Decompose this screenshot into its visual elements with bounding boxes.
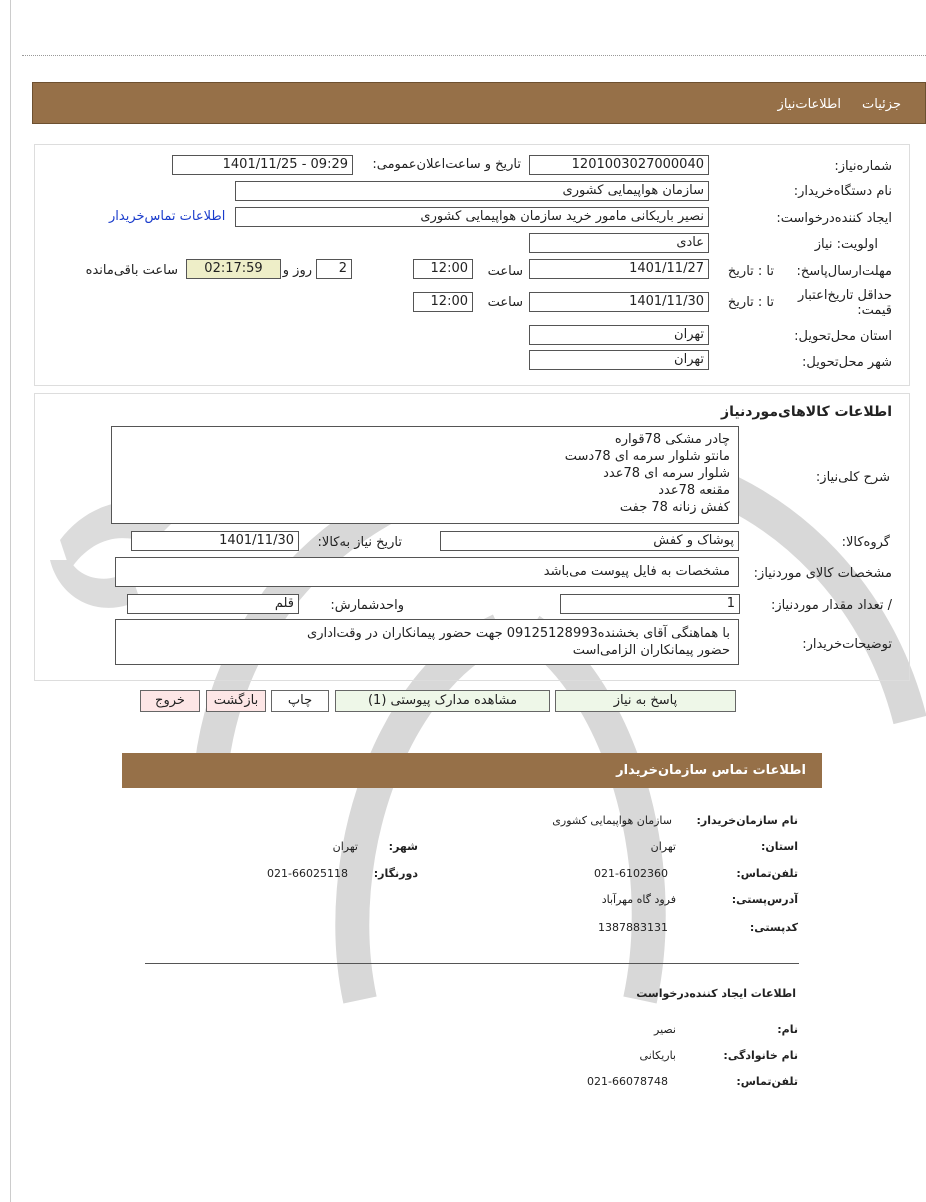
deadline-time-field: 12:00 xyxy=(413,259,473,279)
desc-line: شلوار سرمه ای 78عدد xyxy=(603,466,730,481)
delivery-province-label: استان محل‌تحویل: xyxy=(794,329,892,344)
validity-to-date-label: تا : تاریخ xyxy=(727,295,774,310)
need-number-label: شماره‌نیاز: xyxy=(834,159,892,174)
exit-button[interactable]: خروج xyxy=(140,690,200,712)
buyer-org-label: نام دستگاه‌خریدار: xyxy=(793,184,892,199)
remaining-label: ساعت باقی‌مانده xyxy=(85,263,178,278)
need-number-field: 1201003027000040 xyxy=(529,155,709,175)
desc-line: مانتو شلوار سرمه ای 78دست xyxy=(564,449,730,464)
requester-family-value: باریکانی xyxy=(639,1049,676,1062)
general-desc-field xyxy=(111,426,739,524)
creator-field: نصیر باریکانی مامور خرید سازمان هواپیمایی کشوری xyxy=(235,207,709,227)
delivery-province-field: تهران xyxy=(529,325,709,345)
unit-field: قلم xyxy=(127,594,299,614)
goods-group-field: پوشاک و کفش xyxy=(440,531,739,551)
contact-org-value: سازمان هواپیمایی کشوری xyxy=(552,814,672,827)
remaining-days-field: 2 xyxy=(316,259,352,279)
buyer-notes-field xyxy=(115,619,739,665)
requester-phone-value: 021-66078748 xyxy=(587,1075,668,1088)
contact-fax-value: 021-66025118 xyxy=(267,867,348,880)
days-label: روز و xyxy=(282,263,312,278)
contact-city-label: شهر: xyxy=(388,840,418,853)
quantity-label: / تعداد مقدار مورد‌نیاز: xyxy=(770,598,892,613)
buyer-contact-header xyxy=(122,753,822,788)
delivery-city-field: تهران xyxy=(529,350,709,370)
requester-family-label: نام خانوادگی: xyxy=(723,1049,798,1062)
contact-address-label: آدرس‌پستی: xyxy=(731,893,798,906)
top-divider xyxy=(22,55,926,56)
buyer-contact-link[interactable]: اطلاعات تماس‌خریدار xyxy=(109,209,226,224)
buyer-contact-title: اطلاعات تماس سازمان‌خریدار xyxy=(616,763,806,778)
deadline-time-label: ساعت xyxy=(487,264,523,279)
need-date-label: تاریخ نیاز به‌کالا: xyxy=(317,535,402,550)
priority-field: عادی xyxy=(529,233,709,253)
need-date-field: 1401/11/30 xyxy=(131,531,299,551)
contact-phone-value: 021-6102360 xyxy=(594,867,668,880)
contact-city-value: تهران xyxy=(332,840,358,853)
desc-line: چادر مشکی 78قواره xyxy=(614,432,730,447)
reply-button[interactable]: پاسخ به نیاز xyxy=(555,690,736,712)
creator-label: ایجاد کننده‌درخواست: xyxy=(776,211,892,226)
contact-fax-label: دورنگار: xyxy=(373,867,418,880)
details-header-bar xyxy=(32,82,926,124)
unit-label: واحد‌شمارش: xyxy=(330,598,404,613)
desc-line: مقنعه 78عدد xyxy=(658,483,730,498)
contact-province-value: تهران xyxy=(650,840,676,853)
deadline-to-date-label: تا : تاریخ xyxy=(727,264,774,279)
tab-need-info[interactable]: اطلاعات‌نیاز xyxy=(777,97,841,112)
desc-line: کفش زنانه 78 جفت xyxy=(619,500,730,515)
contact-org-label: نام سازمان‌خریدار: xyxy=(696,814,798,827)
validity-time-label: ساعت xyxy=(487,295,523,310)
quantity-field: 1 xyxy=(560,594,740,614)
back-button[interactable]: بازگشت xyxy=(206,690,266,712)
notes-line: حضور پیمانکاران الزامی‌است xyxy=(572,643,730,658)
requester-phone-label: تلفن‌تماس: xyxy=(736,1075,798,1088)
requester-name-value: نصیر xyxy=(654,1023,676,1036)
contact-postal-value: 1387883131 xyxy=(598,921,668,934)
tab-details[interactable]: جزئیات xyxy=(862,97,901,112)
contact-province-label: استان: xyxy=(761,840,798,853)
validity-label: حداقل تاریخ‌اعتبار قیمت: xyxy=(798,288,892,318)
print-button[interactable]: چاپ xyxy=(271,690,329,712)
buyer-notes-label: توضیحات‌خریدار: xyxy=(802,637,892,652)
deadline-label: مهلت‌ارسال‌پاسخ: xyxy=(796,264,892,279)
priority-label: اولویت: نیاز xyxy=(814,237,878,252)
requester-section-title: اطلاعات ایجاد کننده‌درخواست xyxy=(636,987,796,1000)
announce-date-field: 1401/11/25 - 09:29 xyxy=(172,155,353,175)
validity-date-field: 1401/11/30 xyxy=(529,292,709,312)
buyer-org-field: سازمان هواپیمایی کشوری xyxy=(235,181,709,201)
specs-field: مشخصات به فایل پیوست می‌باشد xyxy=(115,557,739,587)
goods-group-label: گروه‌کالا: xyxy=(841,535,890,550)
notes-line: با هماهنگی آقای بخشنده09125128993 جهت حضور پیمانکاران در وقت‌اداری xyxy=(307,626,730,641)
contact-phone-label: تلفن‌تماس: xyxy=(736,867,798,880)
delivery-city-label: شهر محل‌تحویل: xyxy=(802,355,892,370)
contact-divider xyxy=(145,963,799,964)
goods-section-title: اطلاعات کالاهای‌موردنیاز xyxy=(721,404,892,420)
page-left-border xyxy=(10,0,11,1202)
contact-address-value: فرود گاه مهرآباد xyxy=(601,893,676,906)
specs-label: مشخصات کالای مورد‌نیاز: xyxy=(753,566,892,581)
view-attachments-button[interactable]: مشاهده مدارک پیوستی (1) xyxy=(335,690,550,712)
contact-postal-label: کد‌پستی: xyxy=(749,921,798,934)
requester-name-label: نام: xyxy=(777,1023,798,1036)
validity-time-field: 12:00 xyxy=(413,292,473,312)
announce-date-label: تاریخ و ساعت‌اعلان‌عمومی: xyxy=(372,157,521,172)
general-desc-label: شرح کلی‌نیاز: xyxy=(815,470,890,485)
deadline-date-field: 1401/11/27 xyxy=(529,259,709,279)
remaining-time-field: 02:17:59 xyxy=(186,259,281,279)
